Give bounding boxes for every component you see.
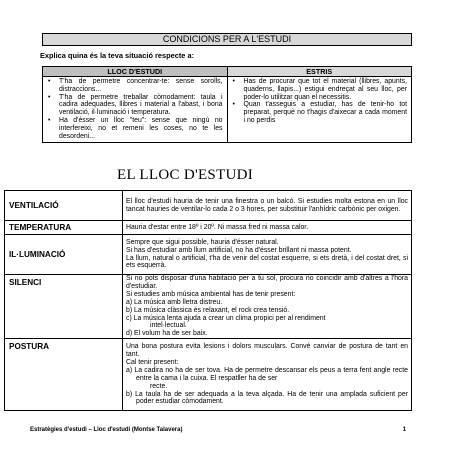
list-item: • Has de procurar que tot el material (llibres, apunts, quaderns, llapis...) estigui endreçat al seu lloc, per poder-lo utilitzar quan el necessitis. <box>231 78 408 101</box>
lighting-p3: La llum, natural o artificial, t'ha de venir del costat esquerre, si ets dretà, i del costat dret, si ets esquerrà. <box>126 254 408 270</box>
silence-b: b) La música clàssica és relaxant, el rock crea tensió. <box>126 306 290 314</box>
silence-d: d) El volum ha de ser baix. <box>126 330 208 338</box>
ventilation-label: VENTILACIÓ <box>5 191 123 221</box>
posture-b: b) La taula ha de ser adequada a la teva alçada. Ha de tenir una amplada suficient per poder estudiar còmodament. <box>126 390 408 406</box>
tools-list <box>231 78 408 125</box>
list-item: • Ha d'ésser un lloc "teu": sense que ningú no interfereixi, no et remeni les coses, no te les desordeni... <box>46 117 223 140</box>
lighting-label: IL·LUMINACIÓ <box>5 235 123 275</box>
study-place-header: LLOC D'ESTUDI <box>43 67 228 77</box>
list-item: • T'ha de permetre concentrar-te: sense sorolls, distraccions... <box>46 78 223 94</box>
silence-a: a) La música amb lletra distreu. <box>126 298 223 306</box>
ventilation-text: El lloc d'estudi hauria de tenir una finestra o un balcó. Si estudies molta estona en un lloc tancat hauries de ventilar-lo cada 2 o 3 hores, per substituir l'anhídric carbònic per oxigen. <box>123 191 412 221</box>
section-title: EL LLOC D'ESTUDI <box>117 167 254 183</box>
silence-c1: c) La música lenta ajuda a crear un clima propici per al rendiment <box>126 314 326 322</box>
study-place-cell <box>43 77 228 143</box>
posture-a1: a) La cadira no ha de ser tova. Ha de permetre descansar els peus a terra fent angle recte entre la cama i la cuixa. El respatller ha de ser <box>126 366 408 382</box>
silence-c2: intel·lectual. <box>150 322 187 330</box>
temperature-text: Hauria d'estar entre 18º i 20º. Ni massa fred ni massa calor. <box>123 221 412 235</box>
silence-cell <box>123 275 412 339</box>
page-title: CONDICIONS PER A L'ESTUDI <box>42 33 412 46</box>
study-place-list <box>46 78 223 140</box>
posture-p2: Cal tenir present: <box>126 358 179 366</box>
lighting-p1: Sempre que sigui possible, hauria d'ésser natural. <box>126 238 279 246</box>
silence-p2: Si estudies amb música ambiental has de tenir present: <box>126 290 296 298</box>
temperature-label: TEMPERATURA <box>5 221 123 235</box>
comparison-table <box>42 66 412 143</box>
study-environment-table <box>4 190 412 411</box>
list-item: • T'ha de permetre treballar còmodament: taula i cadira adequades, llibres i material a l'abast, i bona ventilació, il·luminació i temperatura. <box>46 94 223 117</box>
lighting-cell <box>123 235 412 275</box>
posture-label: POSTURA <box>5 339 123 411</box>
tools-header: ESTRIS <box>227 67 412 77</box>
posture-a2: recte. <box>150 382 168 390</box>
list-item: • Quan t'asseguis a estudiar, has de tenir-ho tot preparat, perquè no t'hagis d'aixecar a cada moment i no perdis <box>231 101 408 124</box>
silence-p1: Si no pots disposar d'una habitació per a tu sol, procura no coincidir amb d'altres a l'hora d'estudiar. <box>126 275 408 290</box>
prompt-text: Explica quina és la teva situació respecte a: <box>40 51 195 60</box>
silence-label: SILENCI <box>5 275 123 339</box>
posture-p1: Una bona postura evita lesions i dolors musculars. Convé canviar de postura de tant en tant. <box>126 343 408 359</box>
tools-cell <box>227 77 412 143</box>
posture-cell <box>123 339 412 411</box>
footer-text: Estratègies d'estudi – Lloc d'estudi (Montse Talavera) <box>30 427 183 433</box>
page-number: 1 <box>402 427 406 433</box>
lighting-p2: Si has d'estudiar amb llum artificial, no ha d'ésser brillant ni massa potent. <box>126 246 352 254</box>
